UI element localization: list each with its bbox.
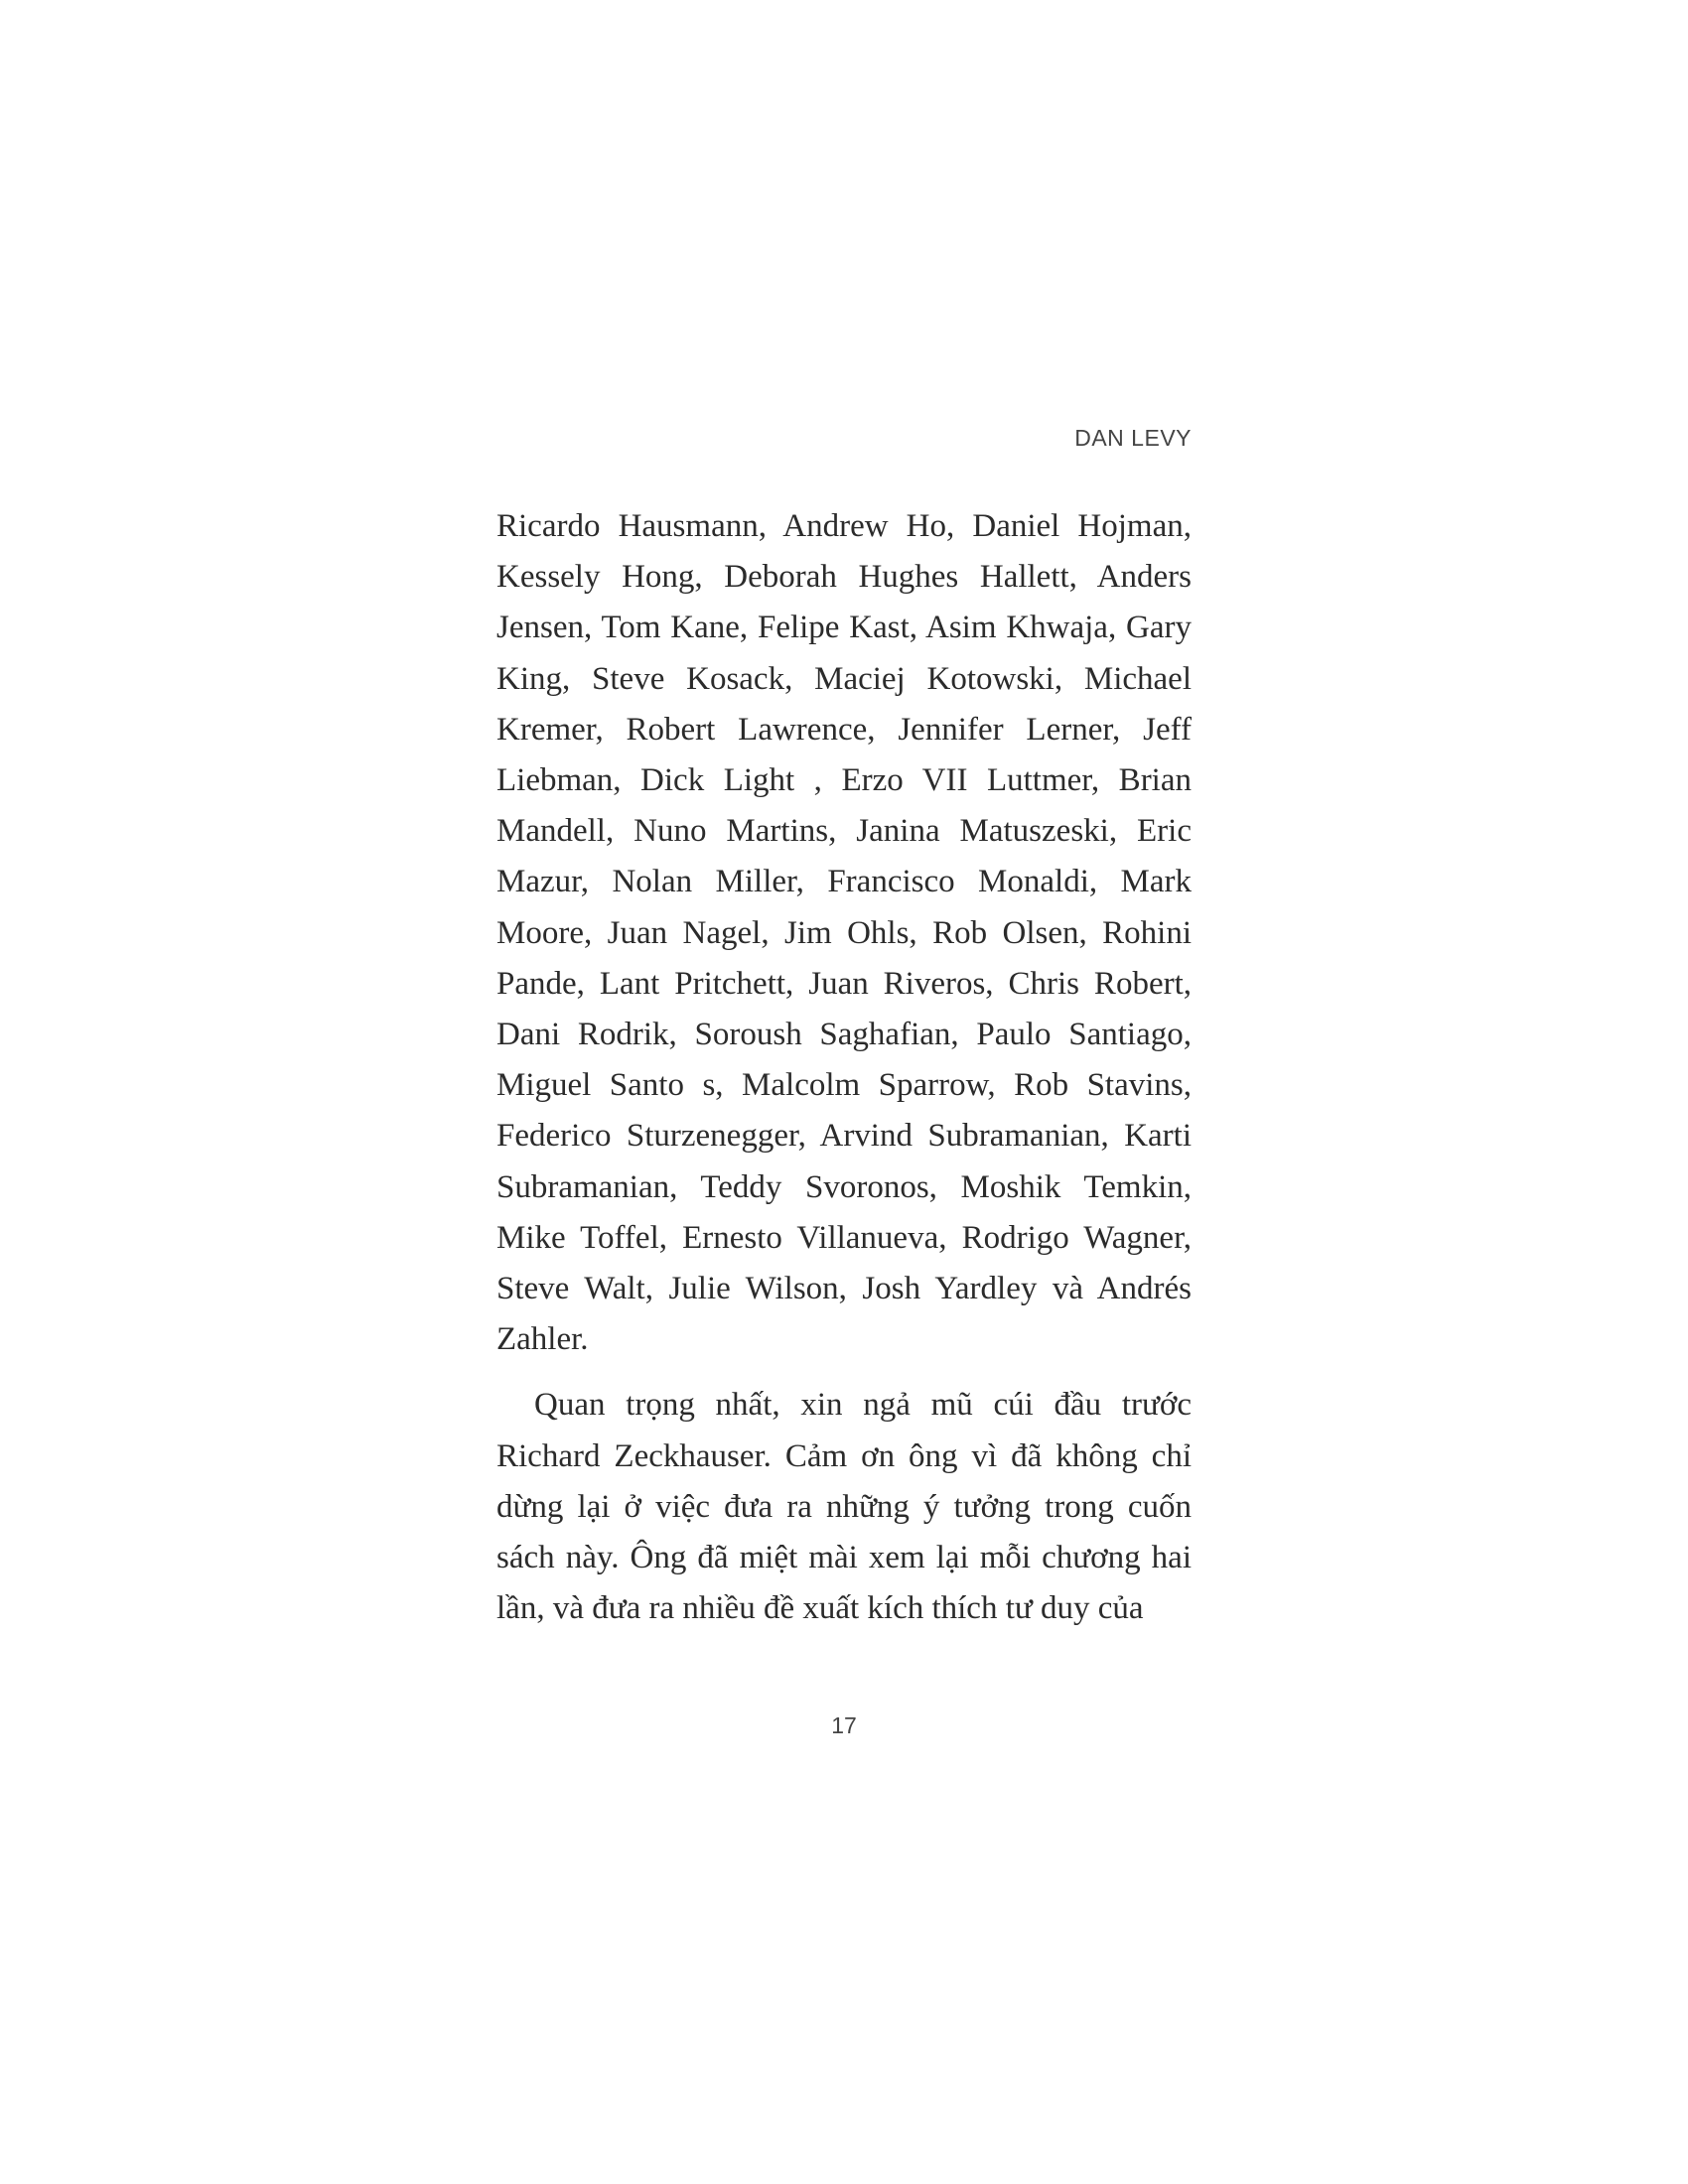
page-number: 17 [831, 1712, 857, 1738]
running-header: DAN LEVY [1074, 425, 1192, 451]
body-text [496, 501, 1192, 1634]
acknowledgement-names-paragraph: Ricardo Hausmann, Andrew Ho, Daniel Hojman, Kessely Hong, Deborah Hughes Hallett, Anders Jensen, Tom Kane, Felipe Kast, Asim Khwaja, Gary King, Steve Kosack, Maciej Kotowski, Michael Kremer, Robert Lawrence, Jennifer Lerner, Jeff Liebman, Dick Light , Erzo VII Luttmer, Brian Mandell, Nuno Martins, Janina Matuszeski, Eric Mazur, Nolan Miller, Francisco Monaldi, Mark Moore, Juan Nagel, Jim Ohls, Rob Olsen, Rohini Pande, Lant Pritchett, Juan Riveros, Chris Robert, Dani Rodrik, Soroush Saghafian, Paulo Santiago, Miguel Santo s, Malcolm Sparrow, Rob Stavins, Federico Sturzenegger, Arvind Subramanian, Karti Subramanian, Teddy Svoronos, Moshik Temkin, Mike Toffel, Ernesto Villanueva, Rodrigo Wagner, Steve Walt, Julie Wilson, Josh Yardley và Andrés Zahler. [496, 508, 1192, 1358]
acknowledgement-paragraph: Quan trọng nhất, xin ngả mũ cúi đầu trước Richard Zeckhauser. Cảm ơn ông vì đã không chỉ dừng lại ở việc đưa ra những ý tưởng trong cuốn sách này. Ông đã miệt mài xem lại mỗi chương hai lần, và đưa ra nhiều đề xuất kích thích tư duy của [496, 1387, 1192, 1627]
